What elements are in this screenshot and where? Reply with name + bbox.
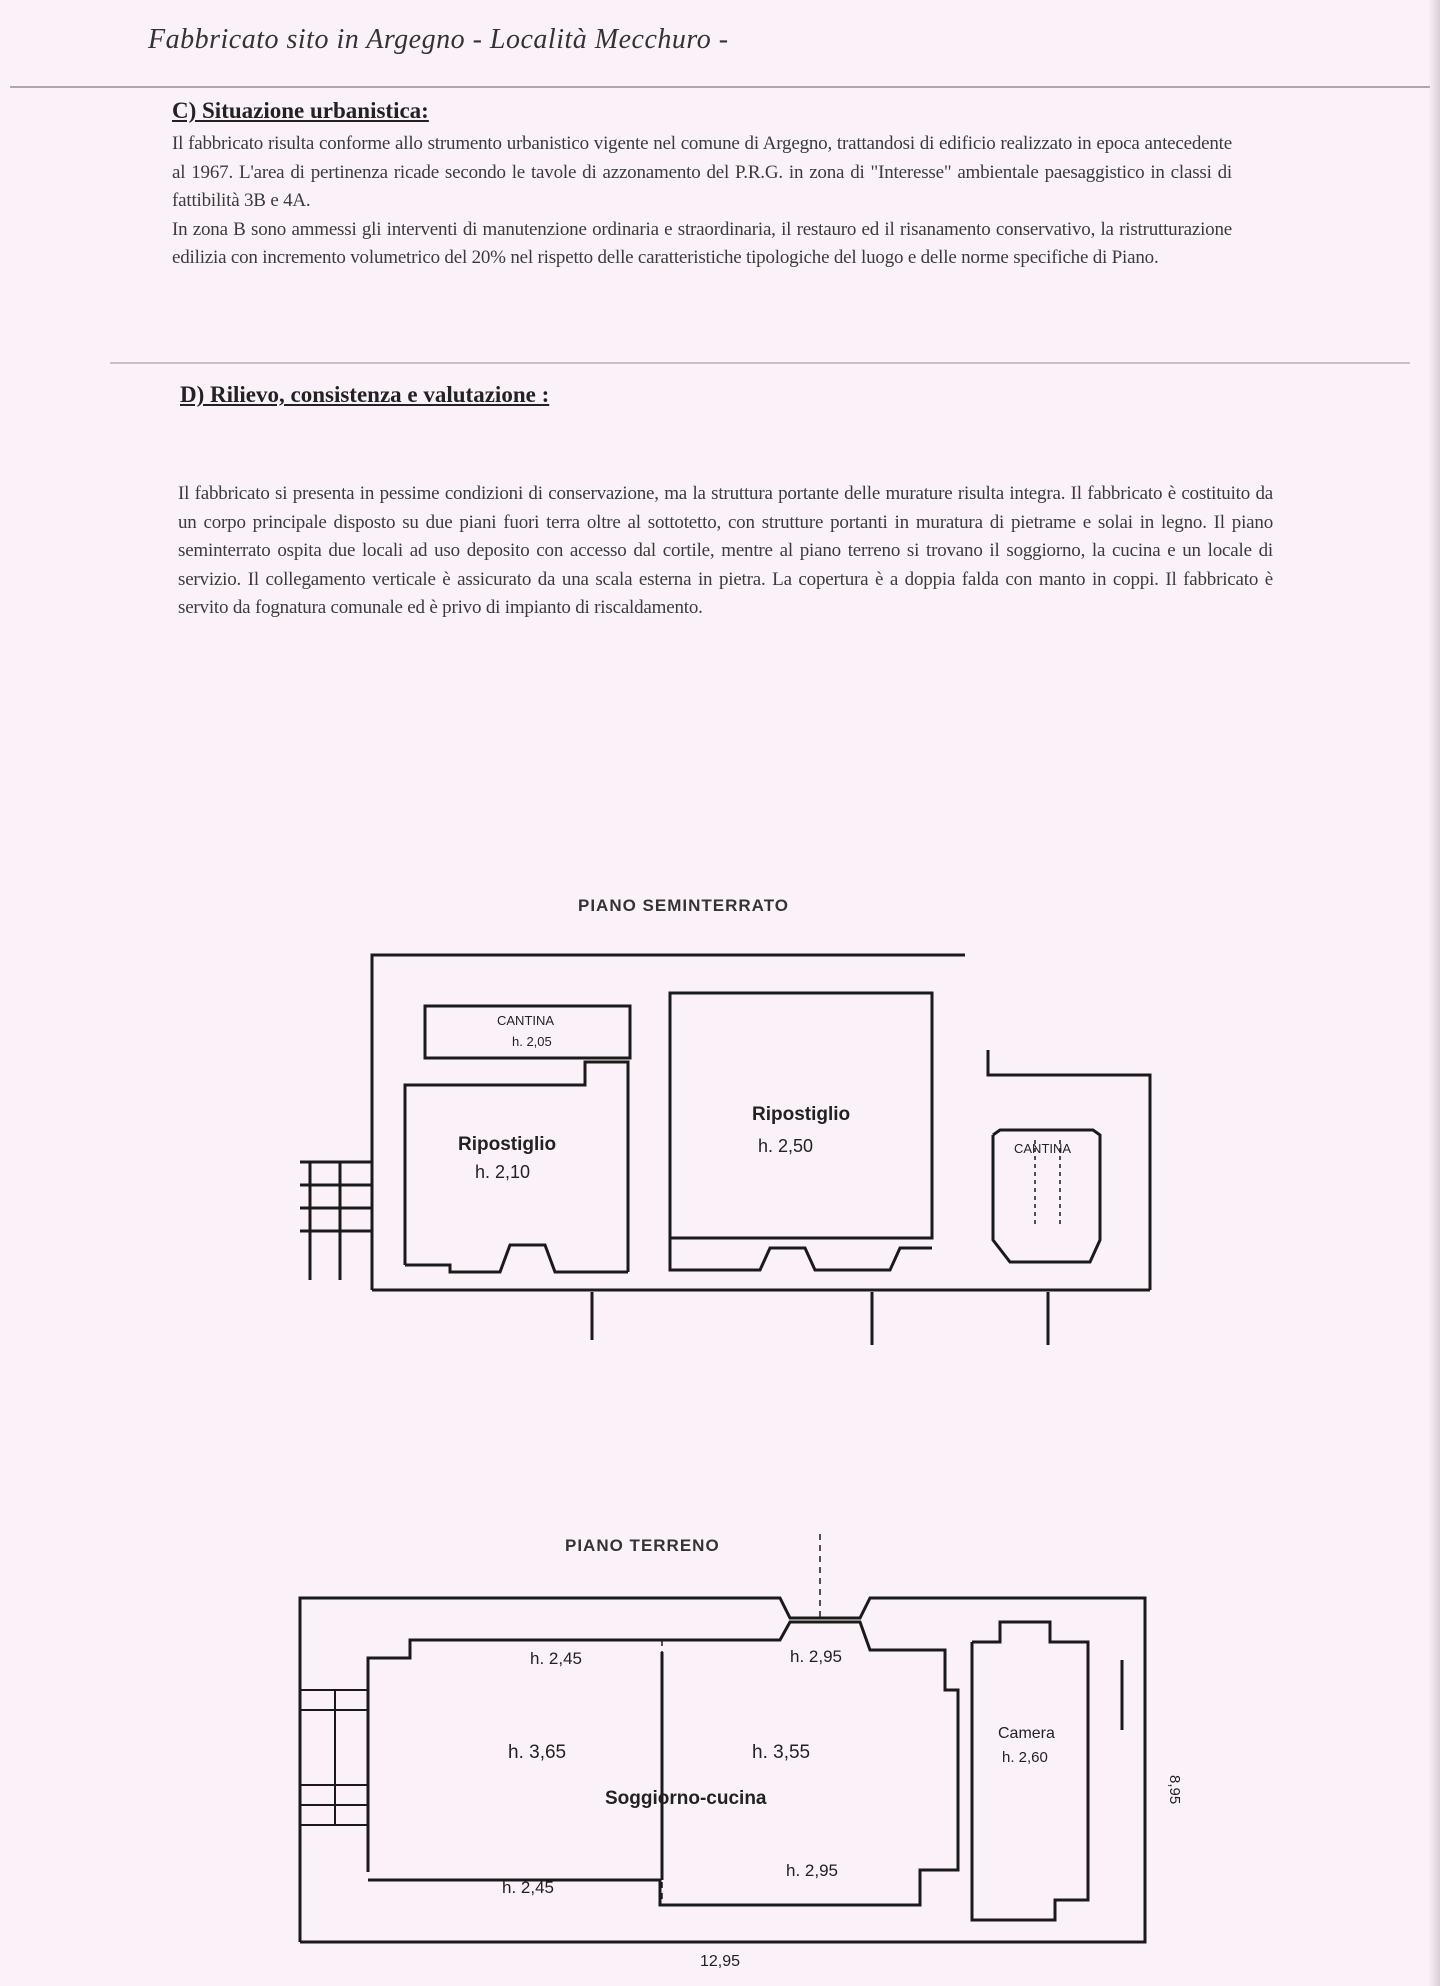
upper-left-room-height: h. 2,10 xyxy=(475,1162,531,1182)
lower-height-top-right: h. 2,95 xyxy=(790,1647,842,1666)
document-header-title: Fabbricato sito in Argegno - Località Mecchuro - xyxy=(148,24,729,55)
lower-height-bottom-right: h. 2,95 xyxy=(786,1861,838,1880)
section-c-body xyxy=(172,130,1232,273)
section-c-paragraph-1: Il fabbricato risulta conforme allo strumento urbanistico vigente nel comune di Argegno, trattandosi di edificio realizzato in epoca antecedente al 1967. L'area di pertinenza ricade secondo le tavole di azzonamento del P.R.G. in zona di "Interesse" ambientale paesaggistico in classi di fattibilità 3B e 4A. xyxy=(172,133,1232,211)
upper-cantina-label: CANTINA xyxy=(497,1013,555,1028)
section-c-paragraph-2: In zona B sono ammessi gli interventi di manutenzione ordinaria e straordinaria, il restauro ed il risanamento conservativo, la ristrutturazione edilizia con incremento volumetrico del 20% nel rispetto delle caratteristiche tipologiche del luogo e delle norme specifiche di Piano. xyxy=(172,218,1232,268)
upper-cantina-height: h. 2,05 xyxy=(512,1034,552,1049)
lower-right-room-label: Camera xyxy=(998,1725,1055,1742)
upper-plan-title: PIANO SEMINTERRATO xyxy=(578,896,789,915)
lower-height-mid-left: h. 3,65 xyxy=(508,1742,567,1763)
section-d-body xyxy=(178,480,1273,623)
lower-dimension-right: 8,95 xyxy=(1166,1775,1183,1805)
section-d-paragraph-1: Il fabbricato si presenta in pessime condizioni di conservazione, ma la struttura portante delle murature risulta integra. Il fabbricato è costituito da un corpo principale disposto su due piani fuori terra oltre al sottotetto, con strutture portanti in muratura di pietrame e solai in legno. Il piano seminterrato ospita due locali ad uso deposito con accesso dal cortile, mentre al piano terreno si trovano il soggiorno, la cucina e un locale di servizio. Il collegamento verticale è assicurato da una scala esterna in pietra. La copertura è a doppia falda con manto in coppi. Il fabbricato è servito da fognatura comunale ed è privo di impianto di riscaldamento. xyxy=(178,483,1273,618)
lower-height-mid-right: h. 3,55 xyxy=(752,1742,811,1763)
section-c-heading: C) Situazione urbanistica: xyxy=(172,98,429,123)
section-d-heading: D) Rilievo, consistenza e valutazione : xyxy=(180,382,550,407)
lower-height-bottom-left: h. 2,45 xyxy=(502,1878,554,1897)
lower-height-top-left: h. 2,45 xyxy=(530,1649,582,1668)
lower-right-room-height: h. 2,60 xyxy=(1002,1749,1048,1766)
lower-plan-title: PIANO TERRENO xyxy=(565,1536,720,1555)
lower-main-room-label: Soggiorno-cucina xyxy=(605,1788,767,1809)
upper-center-room-label: Ripostiglio xyxy=(752,1104,851,1125)
page-edge-shadow xyxy=(1428,0,1440,1986)
section-divider xyxy=(110,362,1410,364)
upper-center-room-height: h. 2,50 xyxy=(758,1136,814,1156)
upper-left-room-label: Ripostiglio xyxy=(458,1134,557,1155)
lower-dimension-bottom: 12,95 xyxy=(700,1953,741,1970)
header-rule xyxy=(10,86,1430,88)
upper-right-room-label: CANTINA xyxy=(1014,1141,1072,1156)
